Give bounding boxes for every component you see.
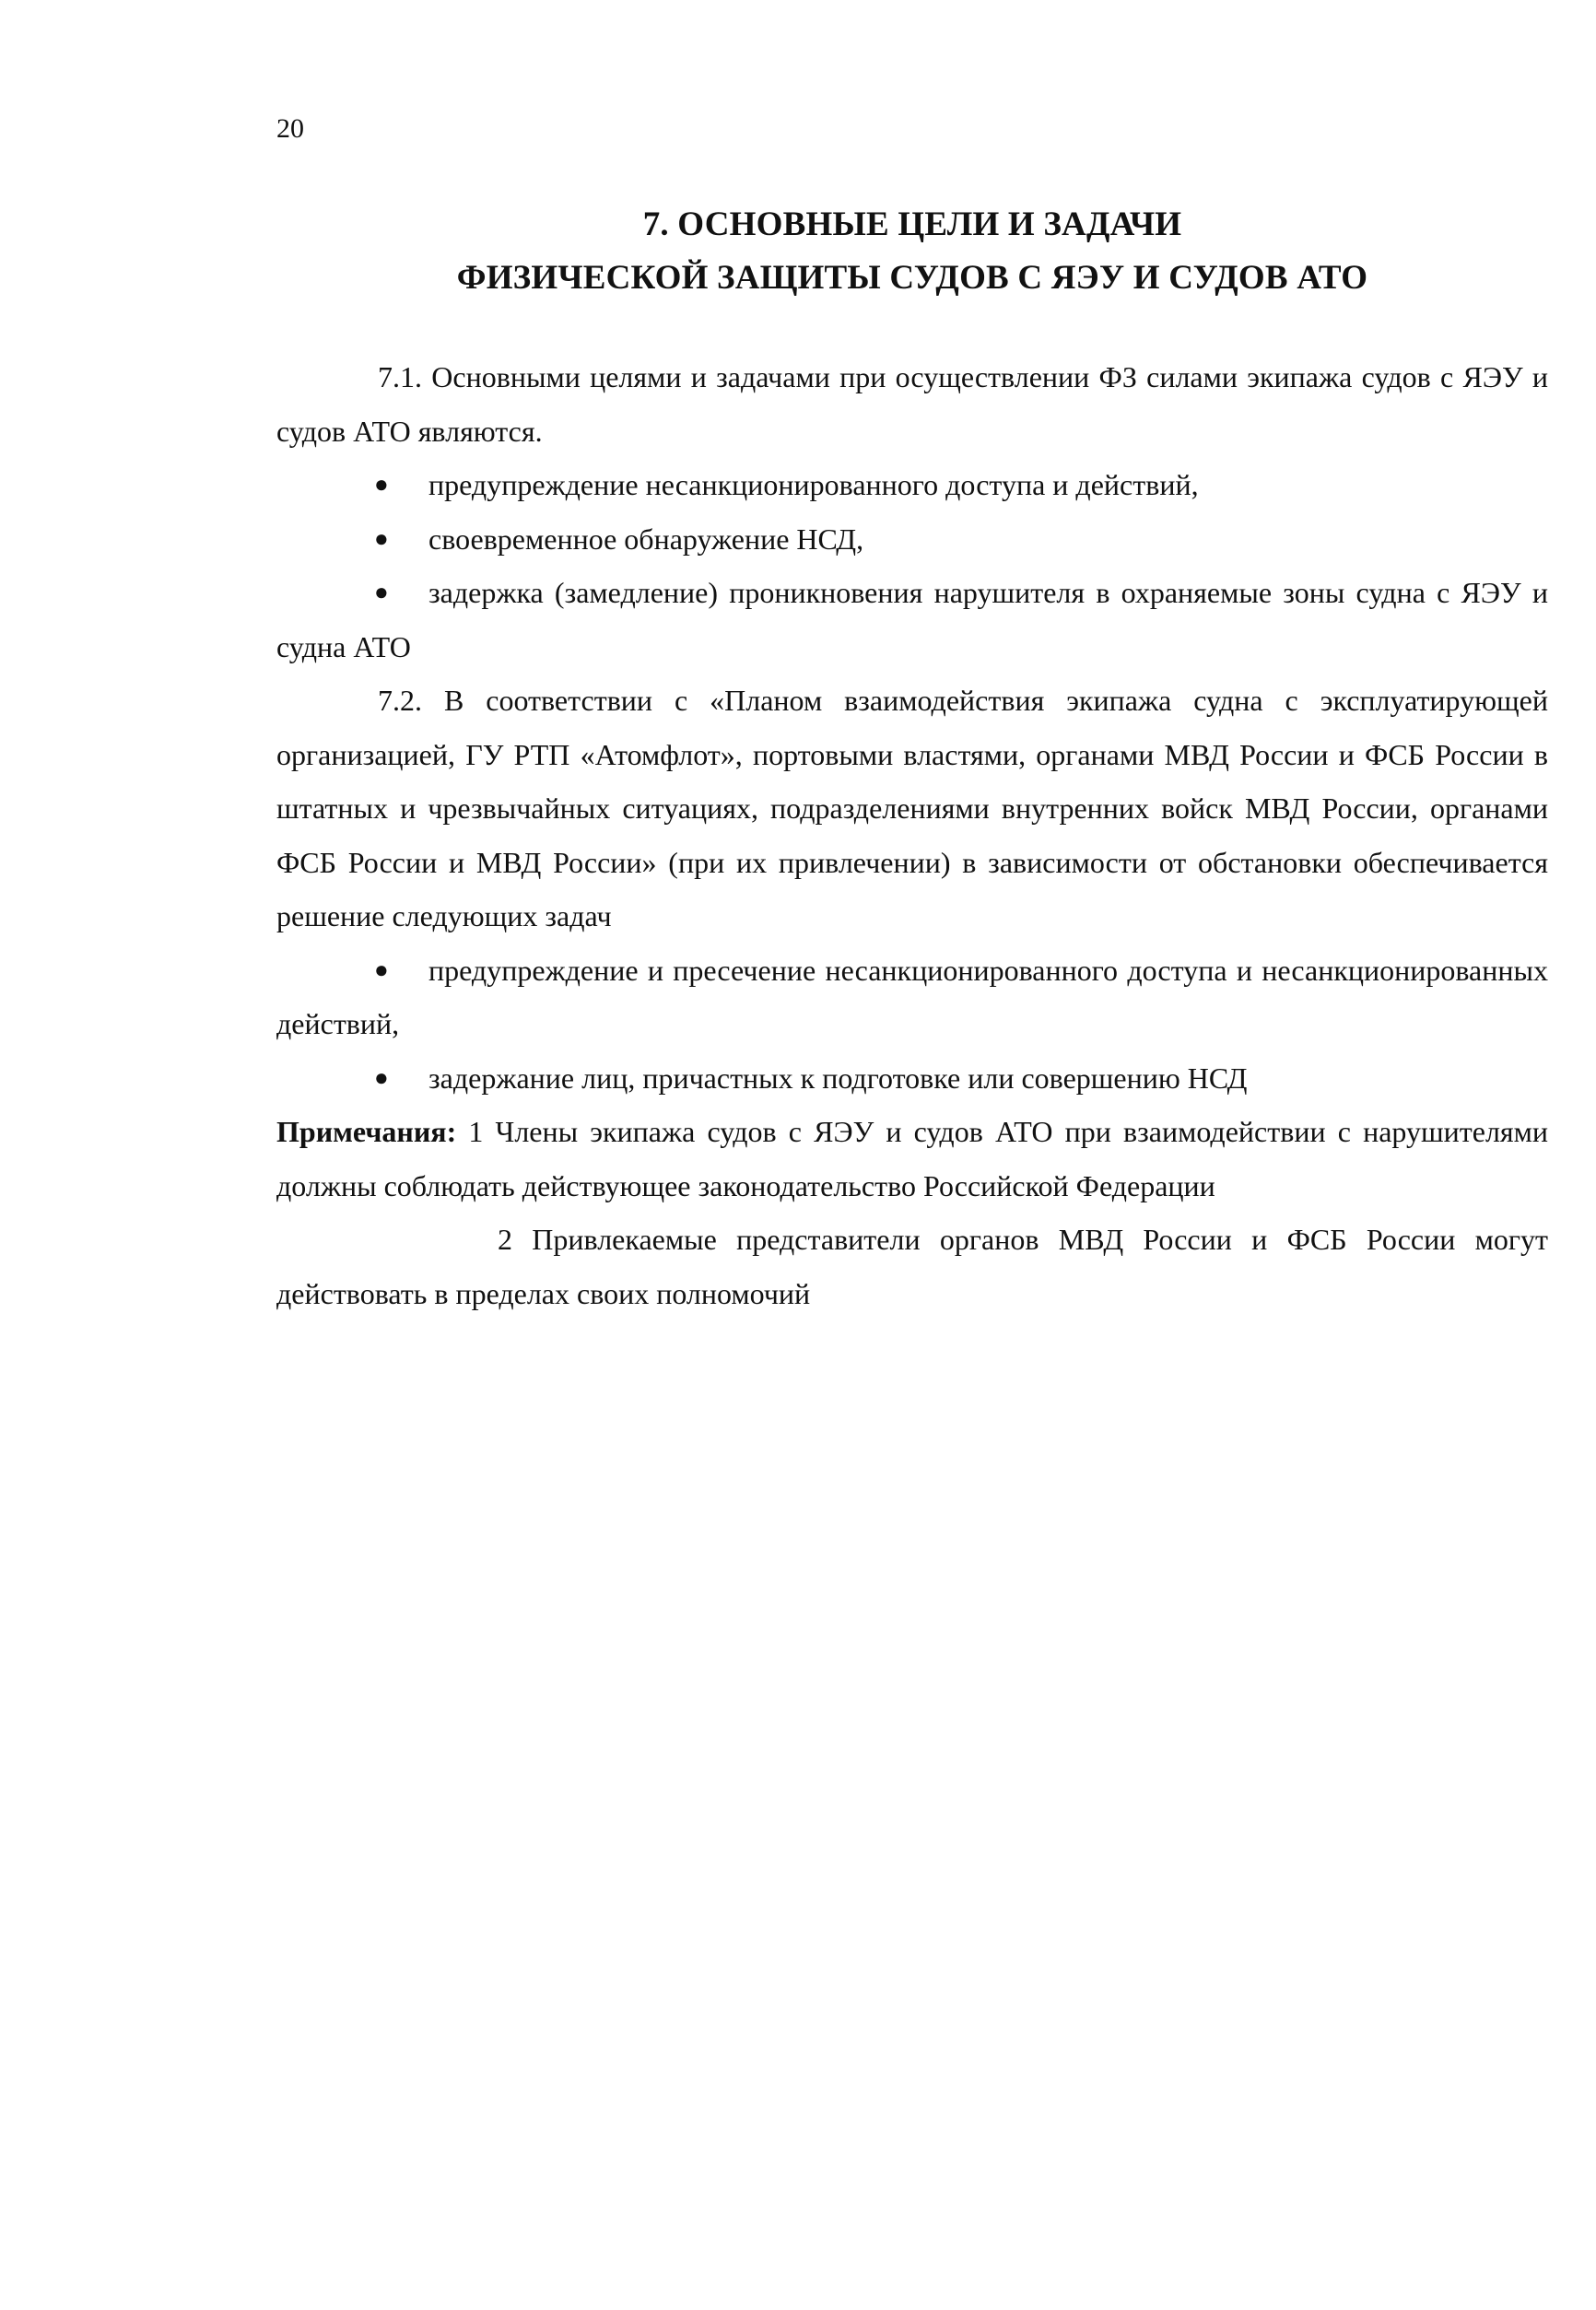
list-item: [276, 512, 1548, 567]
list-item-text: своевременное обнаружение НСД,: [428, 522, 864, 556]
bullet-icon: ●: [374, 956, 389, 983]
bullet-icon: ●: [374, 579, 389, 605]
bullet-icon: ●: [374, 471, 389, 498]
section-heading-line-2: ФИЗИЧЕСКОЙ ЗАЩИТЫ СУДОВ С ЯЭУ И СУДОВ АТО: [456, 259, 1368, 297]
document-body: [276, 350, 1548, 1320]
page-number: 20: [276, 113, 304, 144]
note-2: 2 Привлекаемые представители органов МВД России и ФСБ России могут действовать в пределах своих полномочий: [276, 1223, 1548, 1310]
list-item-text: предупреждение несанкционированного доступа и действий,: [428, 468, 1199, 501]
note-1-text: 1 Члены экипажа судов с ЯЭУ и судов АТО при взаимодействии с нарушителями должны соблюдать действующее законодательство Российской Федерации: [276, 1115, 1549, 1202]
list-item: [276, 566, 1548, 674]
list-item: [276, 1051, 1548, 1106]
note-1: [276, 1105, 1548, 1213]
bullet-list-7-2: [276, 944, 1548, 1106]
bullet-icon: ●: [374, 1063, 389, 1091]
list-item-text: предупреждение и пресечение несанкционированного доступа и несанкционированных действий,: [276, 953, 1548, 1040]
section-heading-line-1: 7. ОСНОВНЫЕ ЦЕЛИ И ЗАДАЧИ: [642, 205, 1182, 243]
paragraph-7-1: 7.1. Основными целями и задачами при осуществлении ФЗ силами экипажа судов с ЯЭУ и судов АТО являются.: [276, 360, 1548, 448]
list-item: [276, 944, 1548, 1051]
bullet-icon: ●: [374, 524, 389, 552]
paragraph-7-2: 7.2. В соответствии с «Планом взаимодействия экипажа судна с эксплуатирующей организацией, ГУ РТП «Атомфлот», портовыми властями, органами МВД России и ФСБ России в штатных и чрезвычайных ситуациях, подразделениями внутренних войск МВД России, органами ФСБ России и МВД России» (при их привлечении) в зависимости от обстановки обеспечивается решение следующих задач: [276, 684, 1548, 932]
list-item: [276, 458, 1548, 512]
list-item-text: задержка (замедление) проникновения нарушителя в охраняемые зоны судна с ЯЭУ и судна АТО: [276, 576, 1548, 663]
notes-label: Примечания:: [276, 1115, 457, 1148]
bullet-list-7-1: [276, 458, 1548, 674]
list-item-text: задержание лиц, причастных к подготовке или совершению НСД: [428, 1061, 1248, 1095]
